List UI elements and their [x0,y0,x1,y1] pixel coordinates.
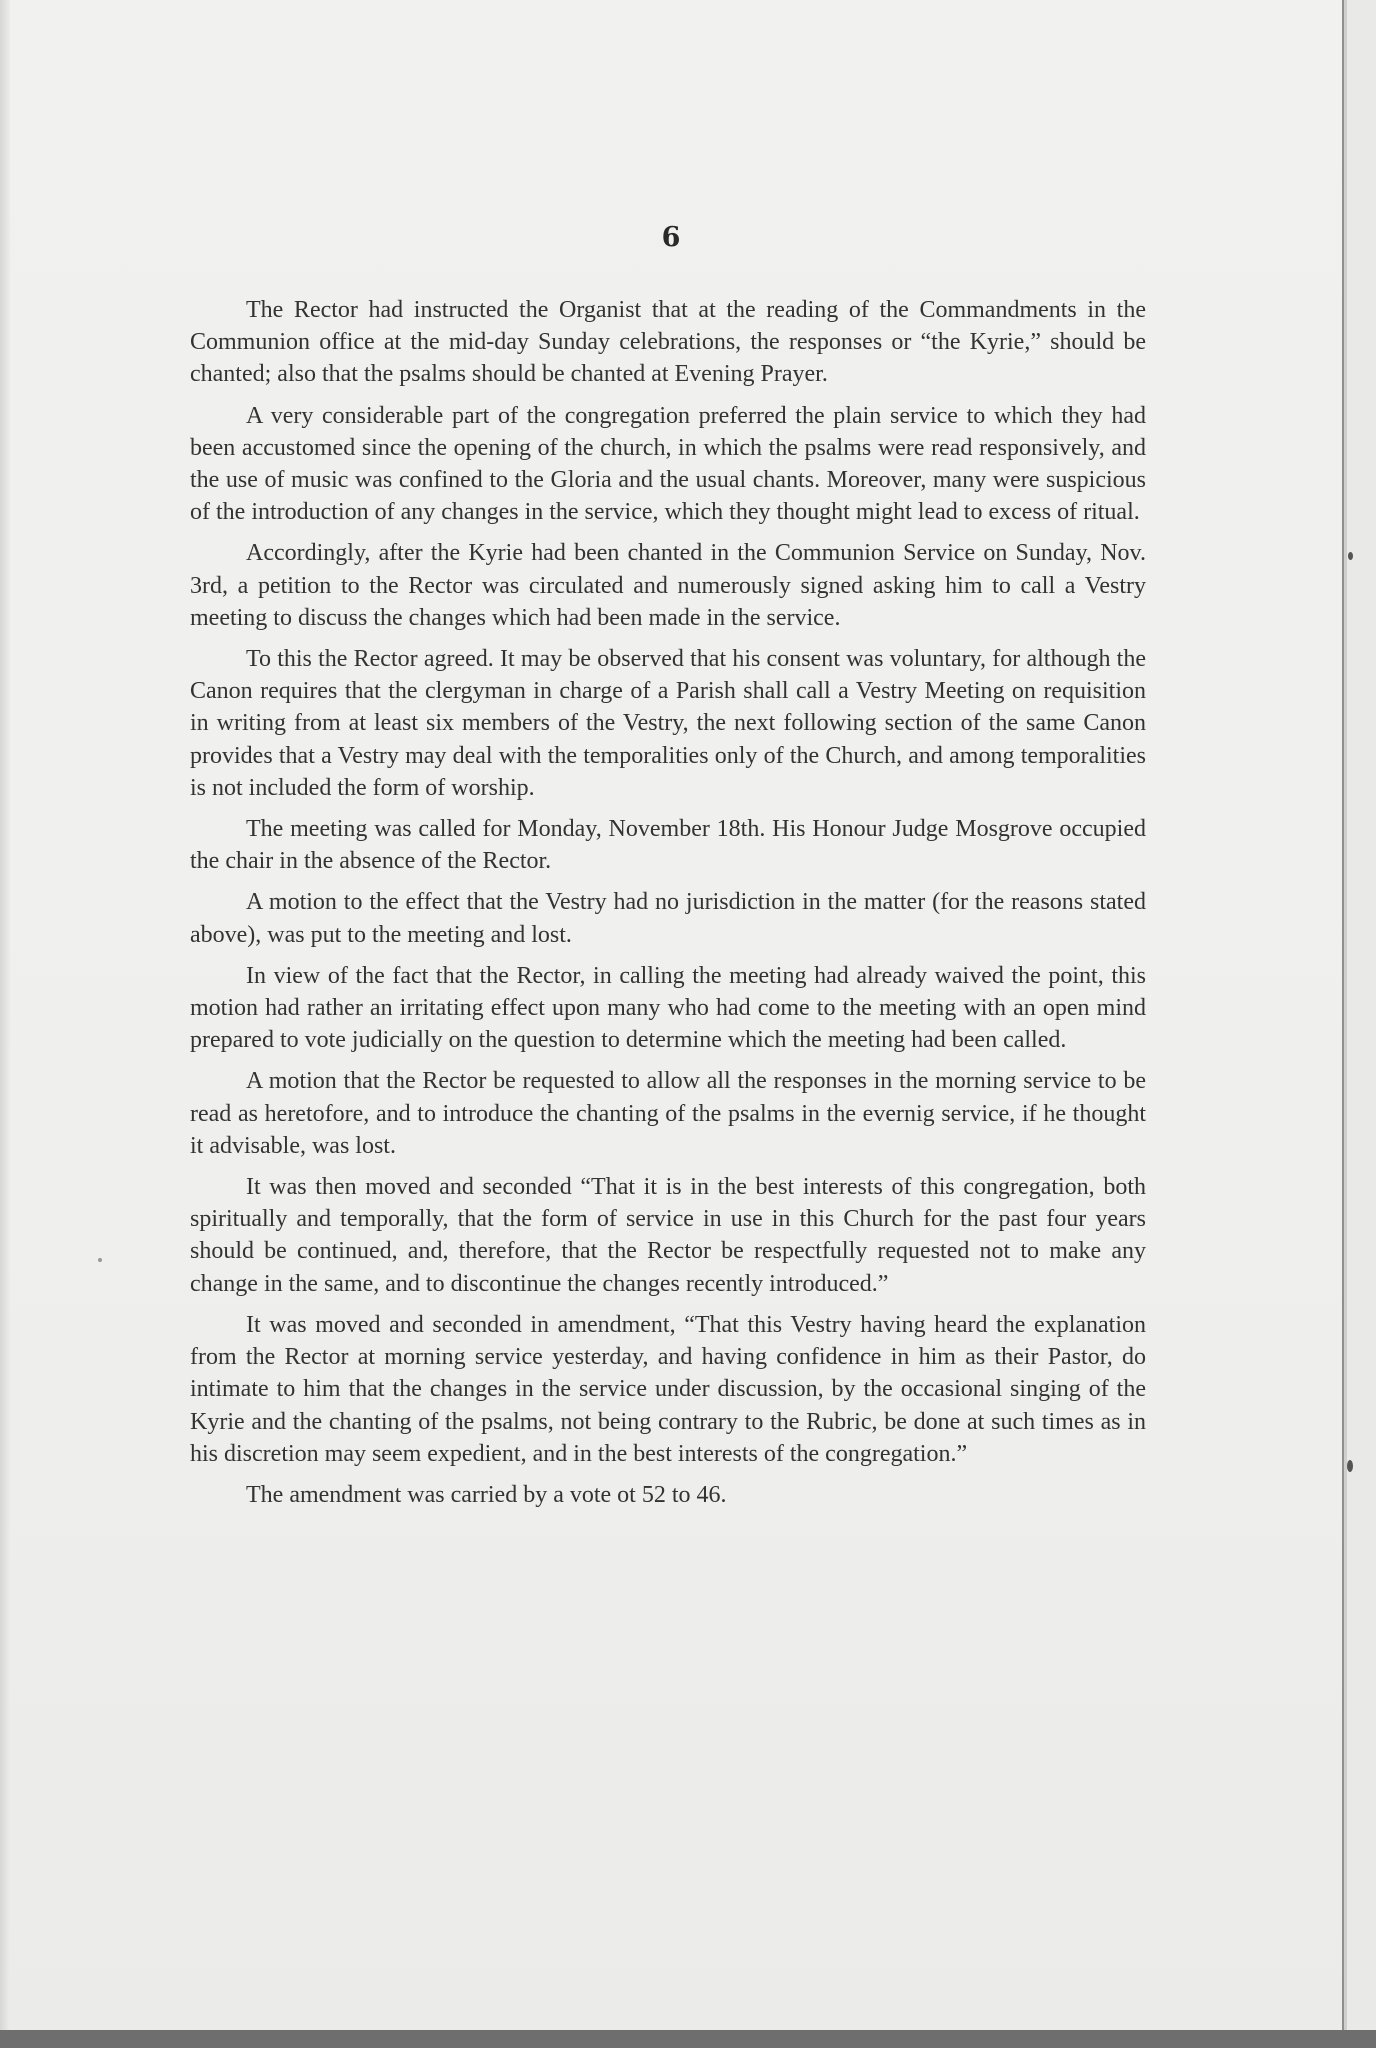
paper-speck [98,1258,102,1262]
paragraph-11: The amendment was carried by a vote ot 52 to 46. [246,1481,727,1508]
paragraph-2: A very considerable part of the congregation preferred the plain service to which they had been accustomed since the opening of the church, in which the psalms were read responsively, and the use of music was confined to the Gloria and the usual chants. Moreover, many were suspicious of the introduction of any changes in the service, which they thought might lead to excess of ritual. [190,402,1146,526]
scan-bottom-edge [0,2030,1376,2048]
paragraph-6: A motion to the effect that the Vestry had no jurisdiction in the matter (for the reasons stated above), was put to the meeting and lost. [190,889,1146,948]
paper-speck [1348,552,1353,560]
body-text [190,294,1146,1520]
paragraph-7: In view of the fact that the Rector, in calling the meeting had already waived the point, this motion had rather an irritating effect upon many who had come to the meeting with an open mind prepared to vote judicially on the question to determine which the meeting had been called. [190,962,1146,1054]
page-edge-shadow [0,0,10,2030]
paragraph-8: A motion that the Rector be requested to allow all the responses in the morning service to be read as heretofore, and to introduce the chanting of the psalms in the evernig service, if he thought it advisable, was lost. [190,1068,1146,1159]
paragraph-10: It was moved and seconded in amendment, “That this Vestry having heard the explanation from the Rector at morning service yesterday, and having confidence in him as their Pastor, do intimate to him that the changes in the service under discussion, by the occasional singing of the Kyrie and the chanting of the psalms, not being contrary to the Rubric, be done at such times as in his discretion may seem expedient, and in the best interests of the congregation.” [190,1311,1146,1467]
paragraph-1: The Rector had instructed the Organist that at the reading of the Commandments in the Communion office at the mid-day Sunday celebrations, the responses or “the Kyrie,” should be chanted; also that the psalms should be chanted at Evening Prayer. [190,297,1146,388]
paragraph-4: To this the Rector agreed. It may be observed that his consent was voluntary, for although the Canon requires that the clergyman in charge of a Parish shall call a Vestry Meeting on requisition in writing from at least six members of the Vestry, the next following section of the same Canon provides that a Vestry may deal with the temporalities only of the Church, and among temporalities is not included the form of worship. [190,646,1146,801]
paper-speck [1347,1460,1353,1472]
paragraph-5: The meeting was called for Monday, November 18th. His Honour Judge Mosgrove occupied the chair in the absence of the Rector. [190,816,1146,875]
paragraph-3: Accordingly, after the Kyrie had been chanted in the Communion Service on Sunday, Nov. 3rd, a petition to the Rector was circulated and numerously signed asking him to call a Vestry meeting to discuss the changes which had been made in the service. [190,540,1146,631]
paragraph-9: It was then moved and seconded “That it is in the best interests of this congregation, both spiritually and temporally, that the form of service in use in this Church for the past four years should be continued, and, therefore, that the Rector be respectfully requested not to make any change in the same, and to discontinue the changes recently introduced.” [190,1174,1146,1297]
page-number: 6 [661,222,681,253]
